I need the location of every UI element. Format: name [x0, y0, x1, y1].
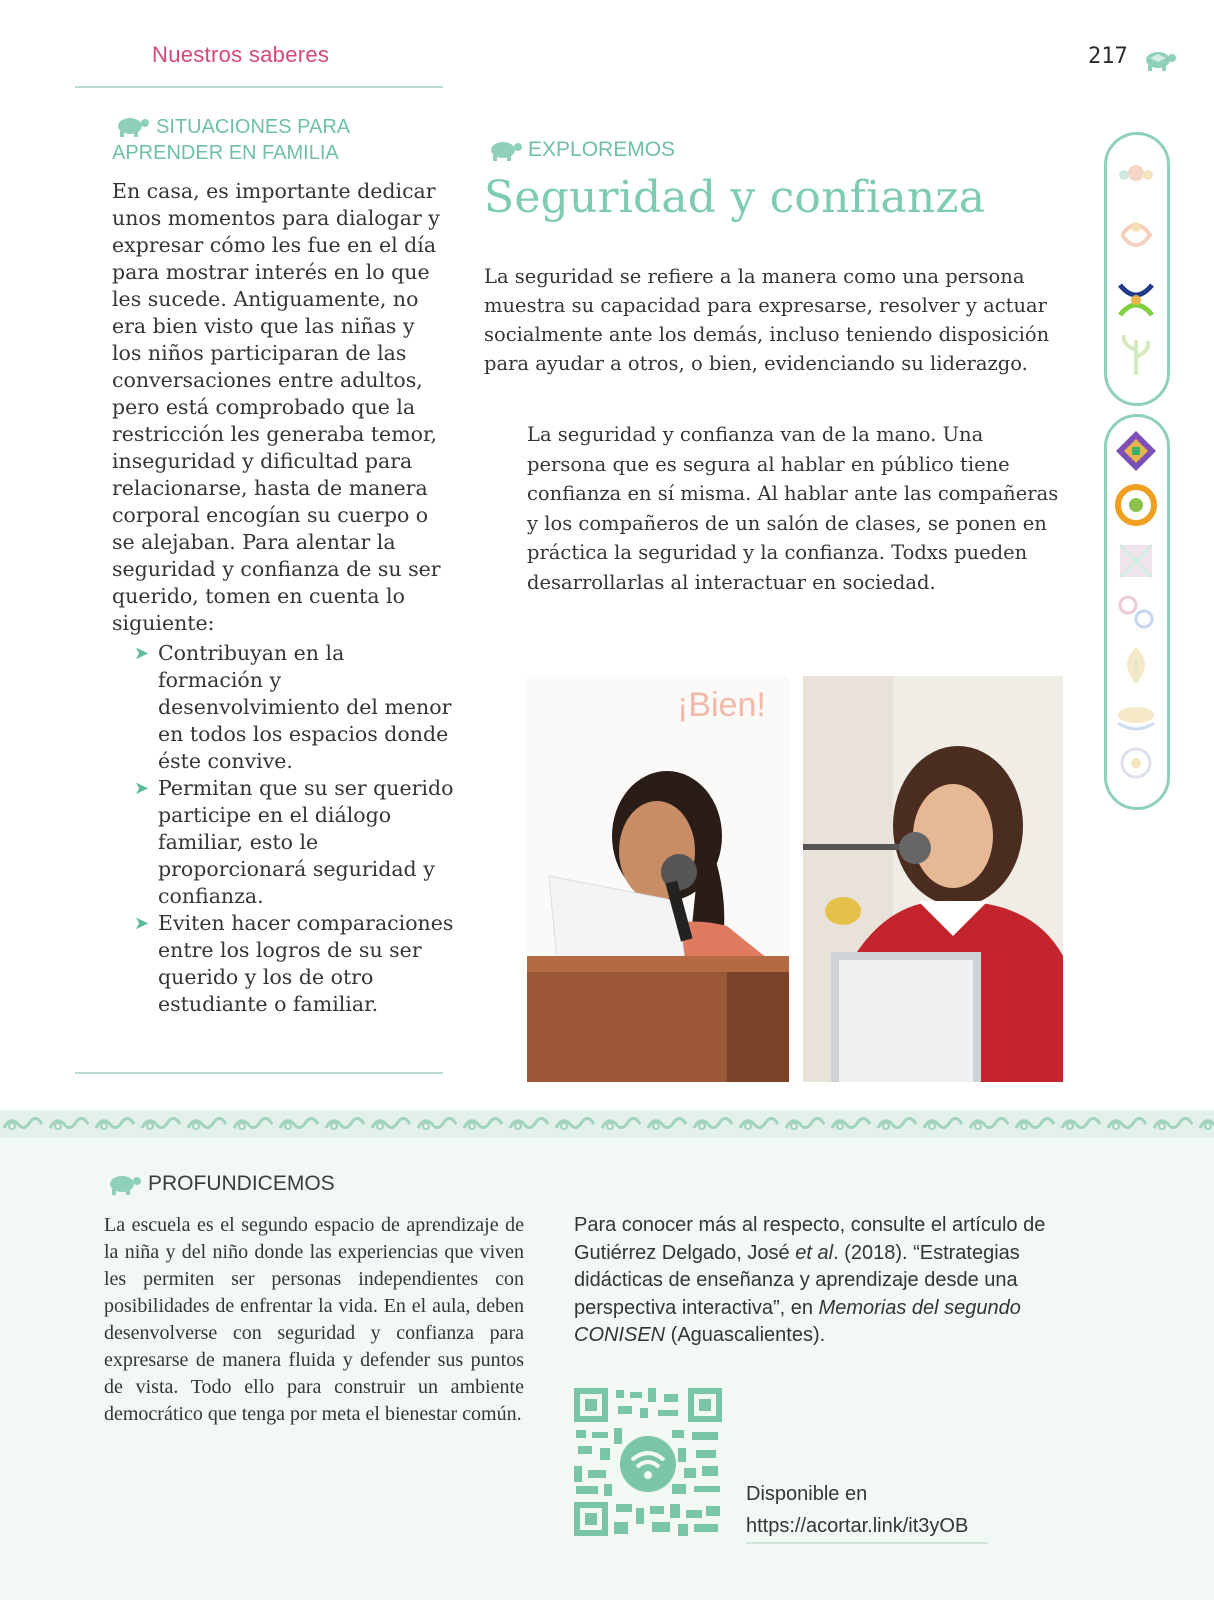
photo-girl-speaking-lectern	[527, 676, 789, 1082]
eje-icon-3	[1120, 545, 1152, 577]
sidebar-body: En casa, es importante dedicar unos momentos para dialogar y expresar cómo les fue en el día para mostrar interés en lo que les sucede. Antiguamente, no era bien visto que las niñas y los niños participaran de las conversaciones entre adultos, pero está comprobado que la restricción les generaba temor, inseguridad y dificultad para relacionarse, hasta de manera corporal encogían su cuerpo o se alejaban. Para alentar la seguridad y confianza de su ser querido, tomen en cuenta lo siguiente:	[112, 179, 441, 635]
eje-icon-7	[1122, 749, 1150, 777]
eje-icon-5	[1127, 647, 1145, 683]
profundicemos-body: La escuela es el segundo espacio de aprendizaje de la niña y del niño donde las experiencias que viven les permiten ser personas independientes con posibilidades de enfrentar la vida. En el aula, deben desenvolverse con seguridad y confianza para expresarse de manera fluida y defender sus puntos de vista. Todo ello para construir un ambiente democrático que tenga por meta el bienestar común.	[104, 1214, 524, 1425]
page-number: 217	[1088, 44, 1128, 69]
reference-text: Para conocer más al respecto, consulte el artículo de Gutiérrez Delgado, José et al. (2018). “Estrategias didácticas de enseñanza y aprendizaje desde una perspectiva interactiva”, en Memorias del segundo CONISEN (Aguascalientes).	[574, 1214, 1046, 1346]
list-item: ➤ Eviten hacer comparaciones entre los logros de su ser querido y los de otro estudiante o familiar.	[134, 911, 454, 1016]
page-title: Seguridad y confianza	[484, 172, 986, 223]
arrow-bullet-icon: ➤	[134, 778, 150, 799]
photo-girl-red-sweater	[803, 676, 1063, 1082]
sidebar-heading: SITUACIONES PARA APRENDER EN FAMILIA	[112, 116, 351, 164]
sidebar-list	[134, 640, 454, 1018]
list-item: ➤ Contribuyan en la formación y desenvolvimiento del menor en todos los espacios donde éste convive.	[134, 641, 452, 773]
campo-icon-3	[1120, 285, 1152, 315]
eje-icon-6	[1118, 707, 1154, 729]
photo-sign-text: ¡Bien!	[677, 686, 766, 724]
eje-icon-4	[1120, 597, 1152, 627]
sidebar-bottom-rule	[75, 1072, 443, 1074]
turtle-icon	[485, 136, 525, 162]
qr-code-icon[interactable]	[574, 1388, 722, 1536]
intro-paragraph: La seguridad se refiere a la manera como una persona muestra su capacidad para expresarse, resolver y actuar socialmente ante los demás, incluso teniendo disposición para ayudar a otros, o bien, evidenciando su liderazgo.	[484, 265, 1050, 375]
profundicemos-heading: PROFUNDICEMOS	[148, 1172, 335, 1195]
section-label: EXPLOREMOS	[528, 138, 676, 161]
header-rule	[75, 86, 443, 88]
turtle-icon	[104, 1170, 144, 1196]
decorative-band	[0, 1110, 1214, 1138]
arrow-bullet-icon: ➤	[134, 643, 150, 664]
availability-block	[746, 1478, 988, 1544]
body-paragraph: La seguridad y confianza van de la mano. Una persona que es segura al hablar en público tiene confianza en sí misma. Al hablar ante las compañeras y los compañeros de un salón de clases, se ponen en práctica la seguridad y la confianza. Todxs pueden desarrollarlas al interactuar en sociedad.	[527, 423, 1059, 594]
list-item: ➤ Permitan que su ser querido participe en el diálogo familiar, esto le proporcionará seguridad y confianza.	[134, 776, 454, 908]
available-label: Disponible en	[746, 1483, 868, 1505]
turtle-icon	[1140, 46, 1178, 72]
eje-icon-2	[1118, 487, 1154, 523]
section-title: Nuestros saberes	[152, 42, 330, 67]
arrow-bullet-icon: ➤	[134, 913, 150, 934]
available-url-link[interactable]: https://acortar.link/it3yOB	[746, 1510, 988, 1544]
campo-icon-1	[1119, 165, 1153, 181]
eje-icon-1	[1116, 431, 1156, 471]
campo-icon-2	[1122, 222, 1150, 245]
campo-icon-4	[1124, 335, 1149, 375]
